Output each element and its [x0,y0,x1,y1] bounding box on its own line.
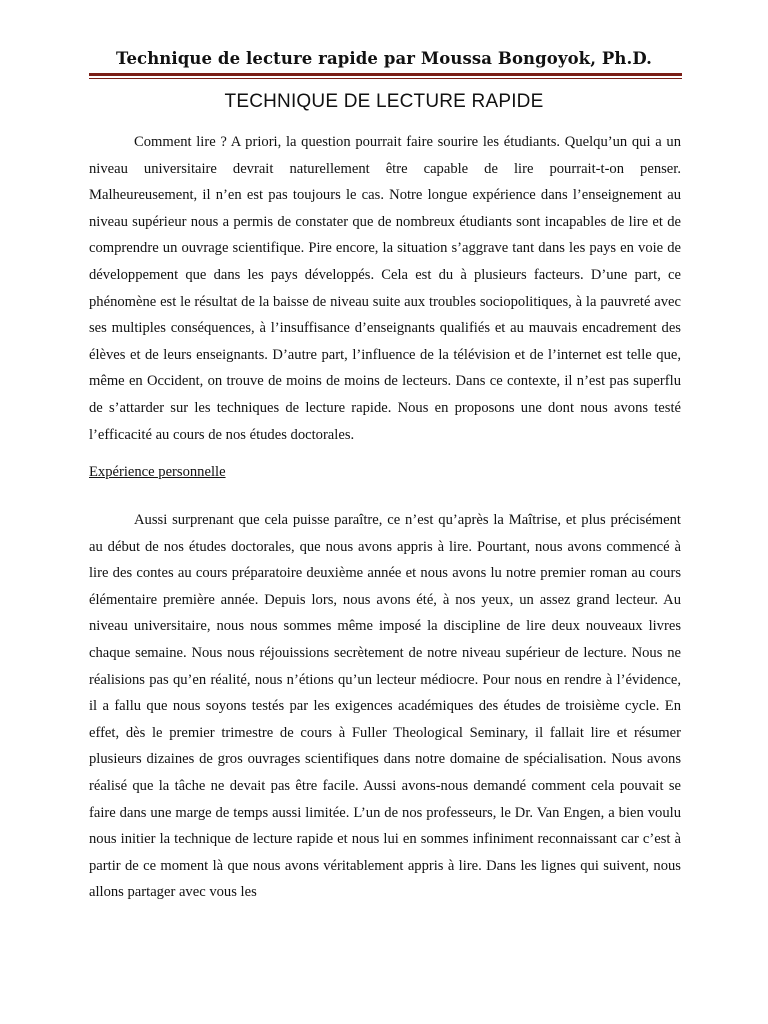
document-title: TECHNIQUE DE LECTURE RAPIDE [224,91,544,112]
header-rule-thin [89,78,682,79]
intro-paragraph: Comment lire ? A priori, la question pourrait faire sourire les étudiants. Quelqu’un qui a un niveau universitaire devrait naturellement être capable de lire pourrait-t-on penser. Malheureusement, il n’en est pas toujours le cas. Notre longue expérience dans l’enseignement au niveau supérieur nous a permis de constater que de nombreux étudiants sont incapables de lire et de comprendre un ouvrage scientifique. Pire encore, la situation s’aggrave tant dans les pays en voie de développement que dans les pays développés. Cela est du à plusieurs facteurs. D’une part, ce phénomène est le résultat de la baisse de niveau suite aux troubles sociopolitiques, à la pauvreté avec ses multiples conséquences, à l’insuffisance d’enseignants qualifiés et au mauvais encadrement des élèves et de leurs enseignants. D’autre part, l’influence de la télévision et de l’internet est telle que, même en Occident, on trouve de moins de moins de lecteurs. Dans ce contexte, il n’est pas superflu de s’attarder sur les techniques de lecture rapide. Nous en proposons une dont nous avons testé l’efficacité au cours de nos études doctorales. [89,134,681,443]
running-header: Technique de lecture rapide par Moussa Bongoyok, Ph.D. [115,49,653,68]
experience-paragraph: Aussi surprenant que cela puisse paraître, ce n’est qu’après la Maîtrise, et plus précisément au début de nos études doctorales, que nous avons appris à lire. Pourtant, nous avons commencé à lire des contes au cours préparatoire deuxième année et nous avons lu notre premier roman au cours élémentaire première année. Depuis lors, nous avons été, à nos yeux, un assez grand lecteur. Au niveau universitaire, nous nous sommes même imposé la discipline de lire deux nouveaux livres chaque semaine. Nous nous réjouissions secrètement de notre niveau supérieur de lecture. Nous ne réalisions pas qu’en réalité, nous n’étions qu’un lecteur médiocre. Pour nous en rendre à l’évidence, il a fallu que nous soyons testés par les exigences académiques des études de troisième cycle. En effet, dès le premier trimestre de cours à Fuller Theological Seminary, il fallait lire et résumer plusieurs dizaines de gros ouvrages scientifiques dans notre domaine de spécialisation. Nous avons réalisé que la tâche ne devait pas être facile. Aussi avons-nous demandé comment cela pouvait se faire dans une marge de temps aussi limitée. L’un de nos professeurs, le Dr. Van Engen, a bien voulu nous initier la technique de lecture rapide et nous lui en sommes infiniment reconnaissant car c’est à partir de ce moment là que nous avons véritablement appris à lire. Dans les lignes qui suivent, nous allons partager avec vous les [89,512,681,901]
experience-paragraph-block [89,507,681,906]
intro-paragraph-block [89,129,681,448]
header-rule-thick [89,73,682,76]
section-heading: Expérience personnelle [89,464,226,480]
